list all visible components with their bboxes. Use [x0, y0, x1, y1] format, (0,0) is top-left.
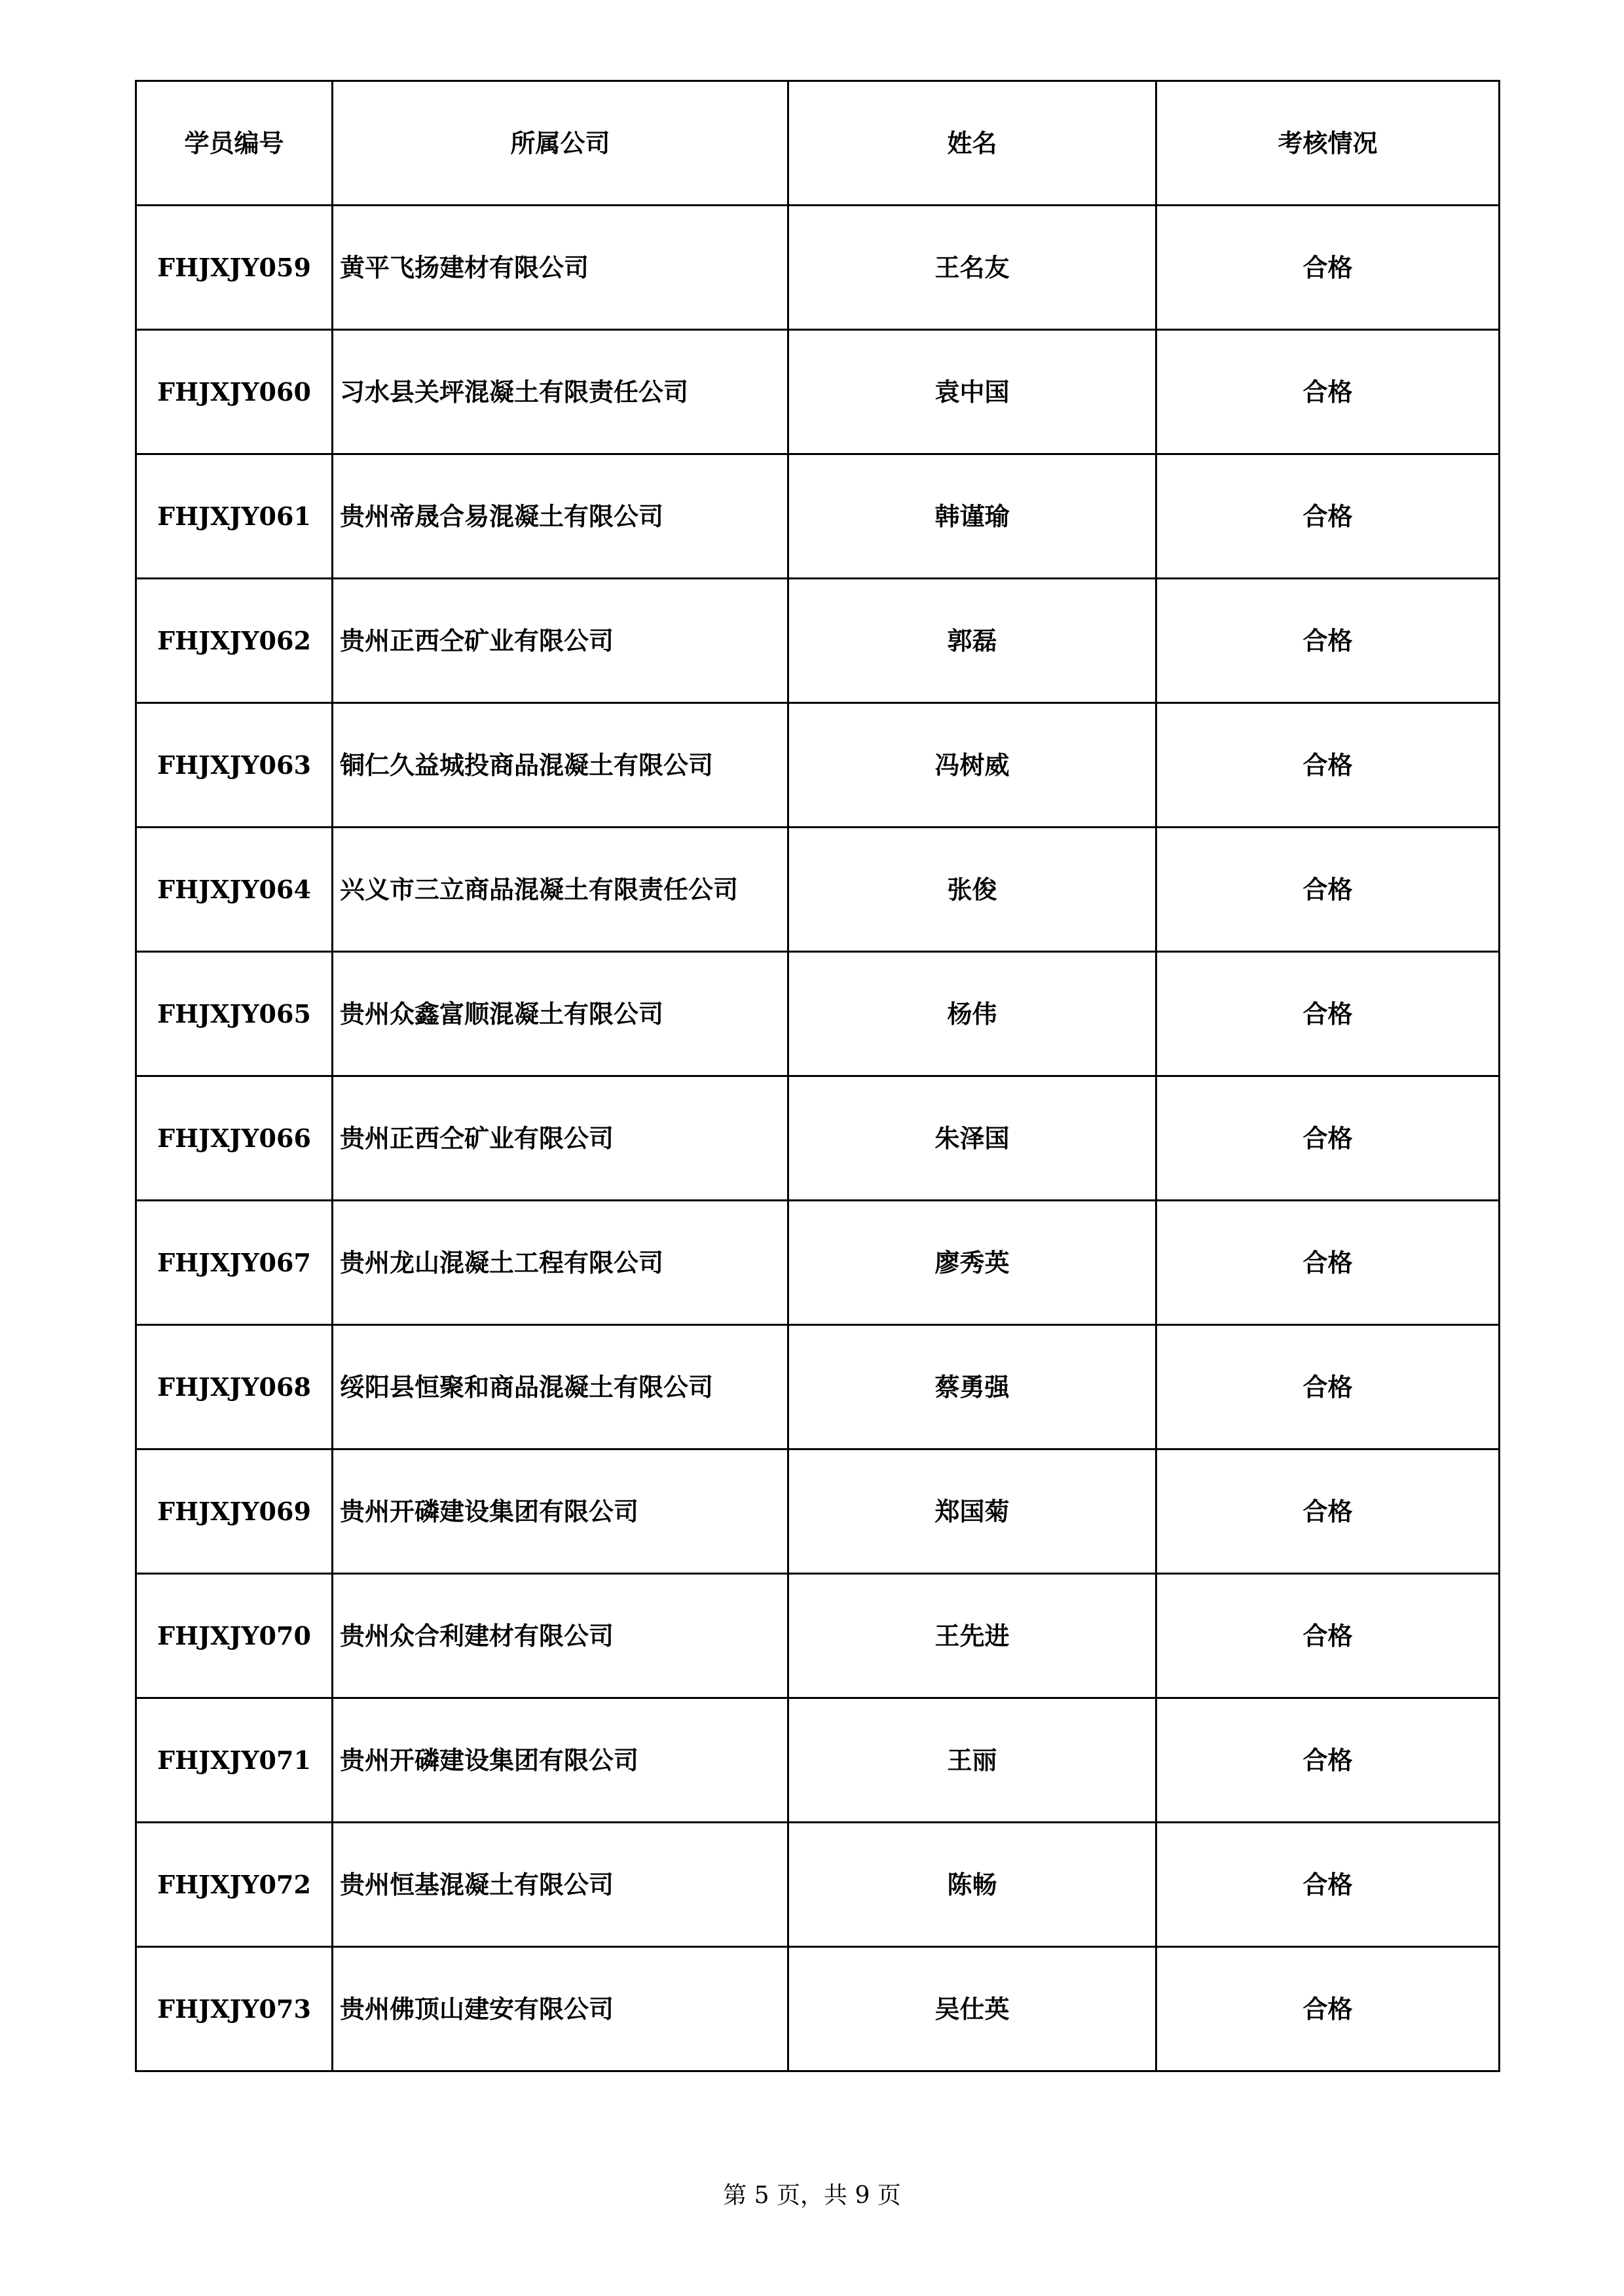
- company-cell: 绥阳县恒聚和商品混凝土有限公司: [333, 1325, 788, 1449]
- student-id-cell: FHJXJY059: [136, 206, 333, 330]
- student-id-cell: FHJXJY071: [136, 1698, 333, 1823]
- table-row: [136, 1201, 1500, 1325]
- table-row: [136, 1574, 1500, 1698]
- student-id-cell: FHJXJY062: [136, 579, 333, 703]
- company-cell: 贵州正西仝矿业有限公司: [333, 579, 788, 703]
- assessment-cell: 合格: [1156, 703, 1500, 828]
- student-id-cell: FHJXJY061: [136, 454, 333, 579]
- table-row: [136, 1076, 1500, 1201]
- name-cell: 蔡勇强: [788, 1325, 1156, 1449]
- student-id-cell: FHJXJY072: [136, 1823, 333, 1947]
- table-header: [136, 81, 1500, 206]
- assessment-cell: 合格: [1156, 206, 1500, 330]
- company-cell: 贵州佛顶山建安有限公司: [333, 1947, 788, 2071]
- company-cell: 铜仁久益城投商品混凝土有限公司: [333, 703, 788, 828]
- assessment-cell: 合格: [1156, 1574, 1500, 1698]
- company-cell: 黄平飞扬建材有限公司: [333, 206, 788, 330]
- name-cell: 郑国菊: [788, 1449, 1156, 1574]
- header-row: [136, 81, 1500, 206]
- header-student-id: 学员编号: [136, 81, 333, 206]
- table-row: [136, 206, 1500, 330]
- table-row: [136, 454, 1500, 579]
- table-row: [136, 703, 1500, 828]
- name-cell: 冯树威: [788, 703, 1156, 828]
- student-id-cell: FHJXJY063: [136, 703, 333, 828]
- company-cell: 贵州众合利建材有限公司: [333, 1574, 788, 1698]
- table-row: [136, 1947, 1500, 2071]
- company-cell: 贵州恒基混凝土有限公司: [333, 1823, 788, 1947]
- assessment-cell: 合格: [1156, 1947, 1500, 2071]
- table-row: [136, 579, 1500, 703]
- assessment-cell: 合格: [1156, 1823, 1500, 1947]
- student-id-cell: FHJXJY073: [136, 1947, 333, 2071]
- company-cell: 兴义市三立商品混凝土有限责任公司: [333, 828, 788, 952]
- assessment-results-table: [135, 80, 1500, 2072]
- header-assessment: 考核情况: [1156, 81, 1500, 206]
- student-id-cell: FHJXJY067: [136, 1201, 333, 1325]
- assessment-cell: 合格: [1156, 952, 1500, 1076]
- table-row: [136, 1449, 1500, 1574]
- table-row: [136, 1698, 1500, 1823]
- student-id-cell: FHJXJY064: [136, 828, 333, 952]
- name-cell: 韩谨瑜: [788, 454, 1156, 579]
- assessment-cell: 合格: [1156, 454, 1500, 579]
- table-row: [136, 1823, 1500, 1947]
- company-cell: 习水县关坪混凝土有限责任公司: [333, 330, 788, 454]
- assessment-cell: 合格: [1156, 1698, 1500, 1823]
- name-cell: 陈畅: [788, 1823, 1156, 1947]
- table-row: [136, 828, 1500, 952]
- name-cell: 袁中国: [788, 330, 1156, 454]
- table-body: [136, 206, 1500, 2071]
- name-cell: 王丽: [788, 1698, 1156, 1823]
- company-cell: 贵州龙山混凝土工程有限公司: [333, 1201, 788, 1325]
- name-cell: 王先进: [788, 1574, 1156, 1698]
- assessment-cell: 合格: [1156, 828, 1500, 952]
- student-id-cell: FHJXJY060: [136, 330, 333, 454]
- company-cell: 贵州开磷建设集团有限公司: [333, 1449, 788, 1574]
- page-number: 第 5 页，共 9 页: [723, 2182, 901, 2209]
- student-id-cell: FHJXJY069: [136, 1449, 333, 1574]
- company-cell: 贵州帝晟合易混凝土有限公司: [333, 454, 788, 579]
- name-cell: 郭磊: [788, 579, 1156, 703]
- name-cell: 张俊: [788, 828, 1156, 952]
- table-row: [136, 952, 1500, 1076]
- student-id-cell: FHJXJY070: [136, 1574, 333, 1698]
- assessment-cell: 合格: [1156, 1325, 1500, 1449]
- assessment-cell: 合格: [1156, 1076, 1500, 1201]
- assessment-cell: 合格: [1156, 1201, 1500, 1325]
- name-cell: 朱泽国: [788, 1076, 1156, 1201]
- student-id-cell: FHJXJY066: [136, 1076, 333, 1201]
- company-cell: 贵州众鑫富顺混凝土有限公司: [333, 952, 788, 1076]
- name-cell: 王名友: [788, 206, 1156, 330]
- company-cell: 贵州正西仝矿业有限公司: [333, 1076, 788, 1201]
- table-row: [136, 1325, 1500, 1449]
- assessment-cell: 合格: [1156, 579, 1500, 703]
- table-row: [136, 330, 1500, 454]
- header-name: 姓名: [788, 81, 1156, 206]
- name-cell: 廖秀英: [788, 1201, 1156, 1325]
- assessment-cell: 合格: [1156, 1449, 1500, 1574]
- name-cell: 杨伟: [788, 952, 1156, 1076]
- student-id-cell: FHJXJY065: [136, 952, 333, 1076]
- header-company: 所属公司: [333, 81, 788, 206]
- company-cell: 贵州开磷建设集团有限公司: [333, 1698, 788, 1823]
- name-cell: 吴仕英: [788, 1947, 1156, 2071]
- student-id-cell: FHJXJY068: [136, 1325, 333, 1449]
- assessment-cell: 合格: [1156, 330, 1500, 454]
